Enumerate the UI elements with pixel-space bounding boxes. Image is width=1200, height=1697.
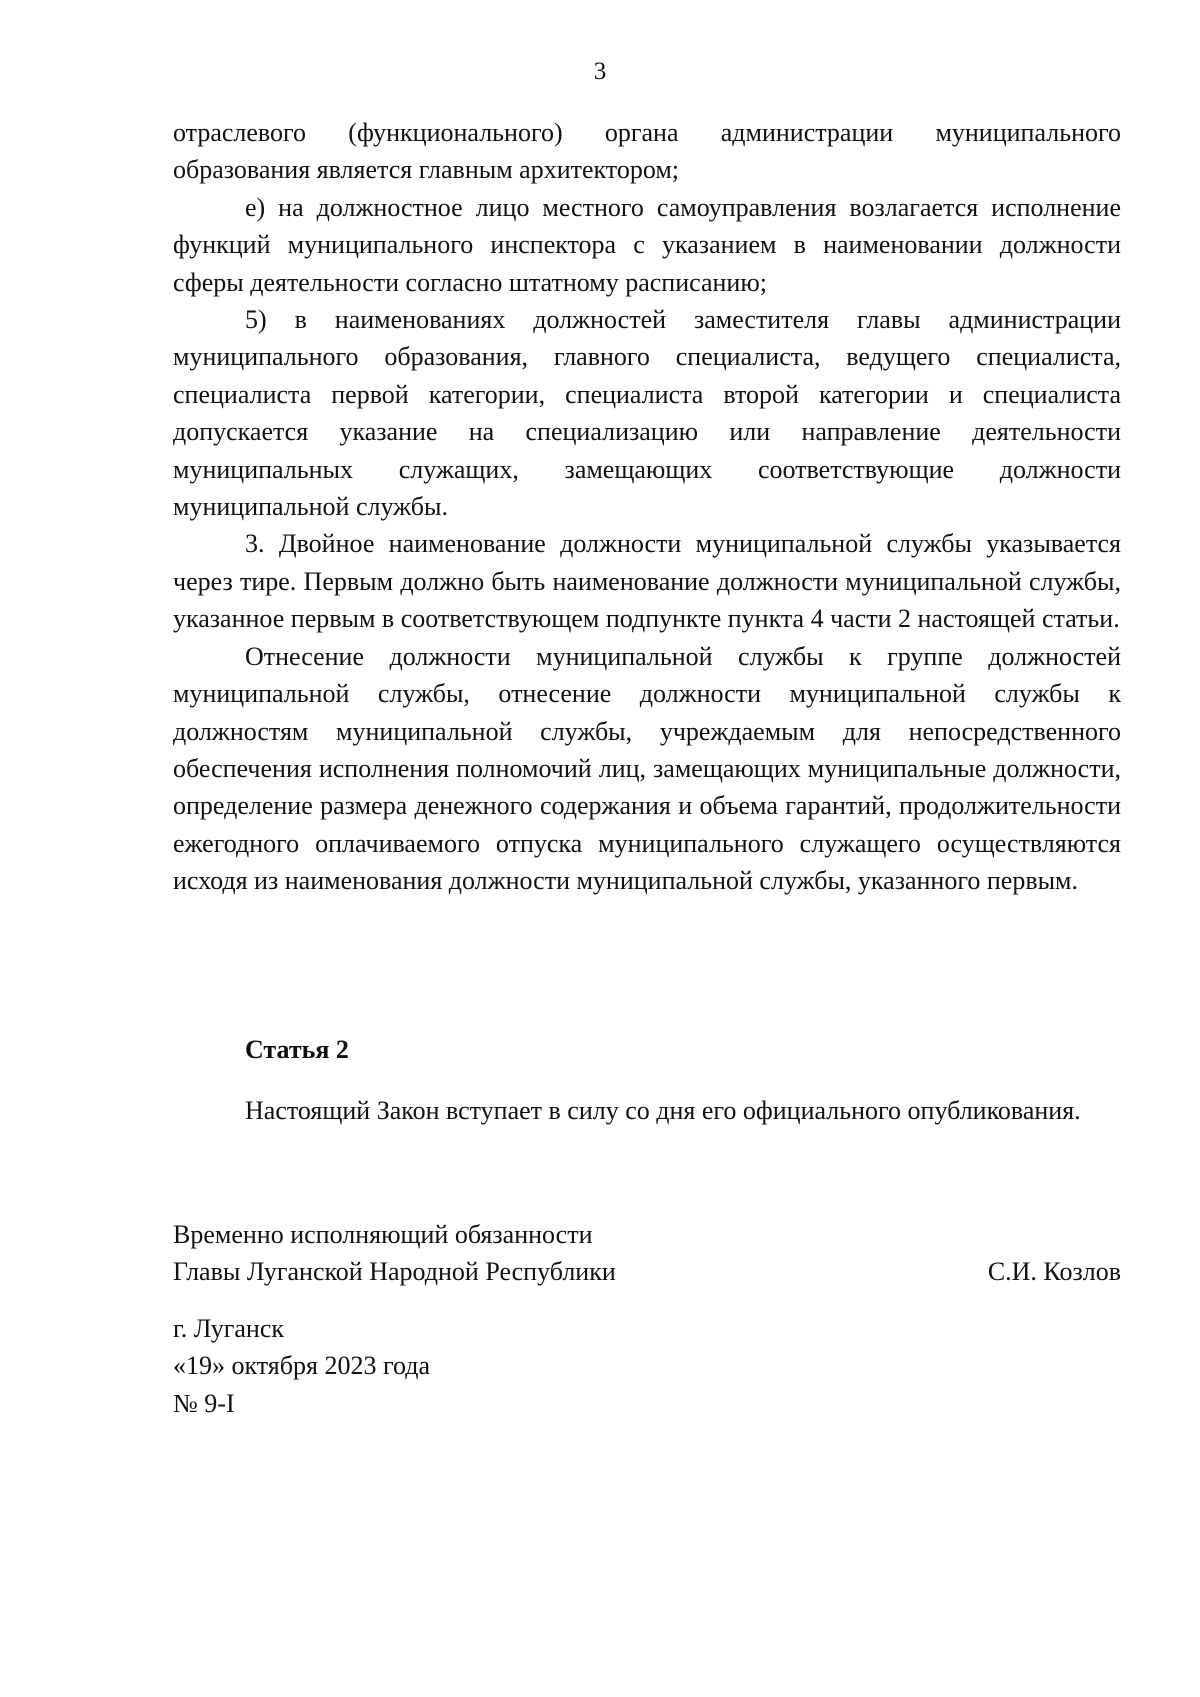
signatory-name: С.И. Козлов: [987, 1257, 1121, 1286]
page-number: 3: [593, 58, 607, 85]
document-footer: [173, 1310, 430, 1422]
footer-number: № 9-I: [173, 1388, 235, 1418]
article-2-heading: Статья 2: [245, 1035, 349, 1064]
signatory-title: [173, 1216, 616, 1291]
paragraph-item-5: 5) в наименованиях должностей заместителя главы администрации муниципального образования, главного специалиста, ведущего специалиста, специалиста первой категории, специалиста второй категории и специалиста допускается указание на специализацию или направление деятельности муниципальных служащих, замещающих соответствующие должности муниципальной службы.: [173, 305, 1121, 522]
paragraph-classification: Отнесение должности муниципальной службы к группе должностей муниципальной службы, отнесение должности муниципальной службы к должностям муниципальной службы, учреждаемым для непосредственного обеспечения исполнения полномочий лиц, замещающих муниципальные должности, определение размера денежного содержания и объема гарантий, продолжительности ежегодного оплачиваемого отпуска муниципального служащего осуществляются исходя из наименования должности муниципальной службы, указанного первым.: [173, 641, 1121, 896]
body-text: [173, 114, 1121, 900]
article-2-body: [173, 1092, 1121, 1129]
footer-city: г. Луганск: [173, 1314, 285, 1343]
paragraph-continuation: отраслевого (функционального) органа администрации муниципального образования является главным архитектором;: [173, 118, 1121, 185]
footer-date: «19» октября 2023 года: [173, 1351, 430, 1381]
paragraph-subitem-e: е) на должностное лицо местного самоуправления возлагается исполнение функций муниципального инспектора с указанием в наименовании должности сферы деятельности согласно штатному расписанию;: [173, 192, 1121, 297]
signatory-title-line-2: Главы Луганской Народной Республики: [173, 1257, 616, 1287]
signatory-title-line-1: Временно исполняющий обязанности: [173, 1220, 593, 1249]
paragraph-part-3: 3. Двойное наименование должности муниципальной службы указывается через тире. Первым должно быть наименование должности муниципальной службы, указанное первым в соответствующем подпункте пункта 4 части 2 настоящей статьи.: [173, 529, 1121, 634]
article-2-text: Настоящий Закон вступает в силу со дня его официального опубликования.: [245, 1096, 1081, 1125]
